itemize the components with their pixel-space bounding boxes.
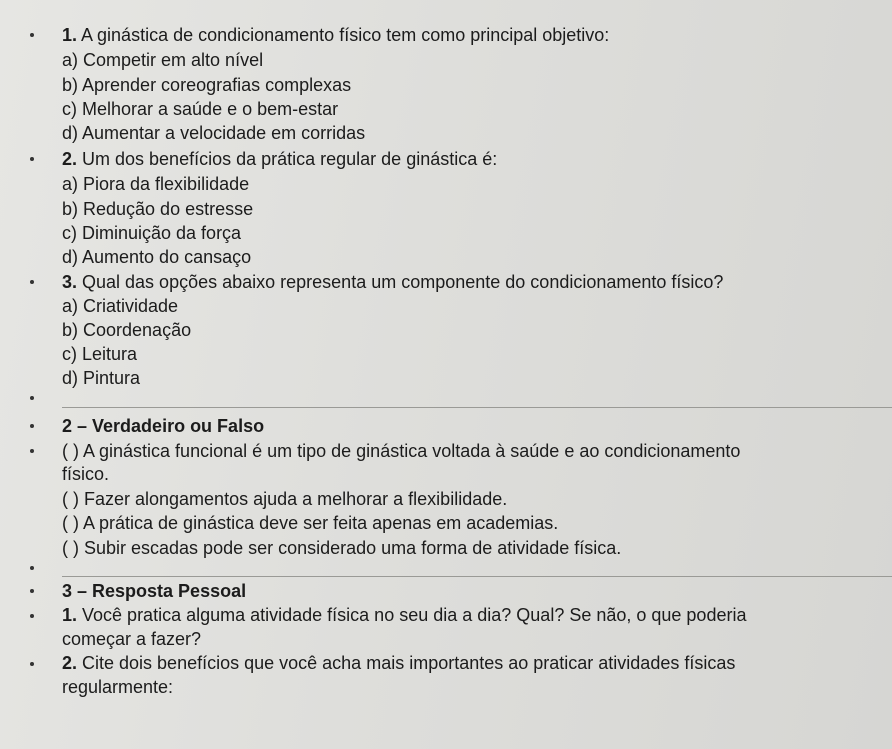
personal-question-1 [62, 604, 746, 626]
section-divider [62, 576, 892, 577]
option-b: b) Coordenação [62, 320, 192, 340]
true-false-item-continued: físico. [62, 464, 110, 484]
question-number: 3. [62, 272, 78, 292]
true-false-item: ( ) A ginástica funcional é um tipo de ginástica voltada à saúde e ao condicionamento [62, 441, 741, 461]
question-text: Você pratica alguma atividade física no seu dia a dia? Qual? Se não, o que poderia [77, 605, 747, 625]
option-b: b) Redução do estresse [62, 199, 254, 219]
question-text: Um dos benefícios da prática regular de ginástica é: [77, 149, 498, 169]
list-bullet [30, 157, 34, 161]
true-false-item: ( ) A prática de ginástica deve ser feita apenas em academias. [62, 513, 559, 533]
list-bullet [30, 280, 34, 284]
question-2 [62, 148, 497, 170]
question-text: Cite dois benefícios que você acha mais importantes ao praticar atividades físicas [77, 653, 736, 673]
option-c: c) Leitura [62, 344, 138, 364]
list-bullet [30, 449, 34, 453]
question-number: 1. [62, 605, 78, 625]
true-false-item: ( ) Subir escadas pode ser considerado uma forma de atividade física. [62, 538, 622, 558]
list-bullet [30, 33, 34, 37]
personal-question-2-continued: regularmente: [62, 677, 174, 697]
list-bullet [30, 614, 34, 618]
option-d: d) Pintura [62, 368, 141, 388]
question-text: Qual das opções abaixo representa um componente do condicionamento físico? [77, 272, 724, 292]
section-divider [62, 407, 892, 408]
question-number: 2. [62, 149, 78, 169]
list-bullet [30, 396, 34, 400]
personal-question-1-continued: começar a fazer? [62, 629, 202, 649]
option-a: a) Piora da flexibilidade [62, 174, 250, 194]
list-bullet [30, 589, 34, 593]
option-a: a) Criatividade [62, 296, 179, 316]
list-bullet [30, 424, 34, 428]
list-bullet [30, 566, 34, 570]
question-number: 2. [62, 653, 78, 673]
question-text: A ginástica de condicionamento físico tem como principal objetivo: [77, 25, 610, 45]
option-d: d) Aumento do cansaço [62, 247, 252, 267]
section-3-title: 3 – Resposta Pessoal [62, 581, 247, 601]
option-a: a) Competir em alto nível [62, 50, 264, 70]
option-d: d) Aumentar a velocidade em corridas [62, 123, 366, 143]
true-false-item: ( ) Fazer alongamentos ajuda a melhorar a flexibilidade. [62, 489, 508, 509]
list-bullet [30, 662, 34, 666]
question-3 [62, 271, 723, 293]
option-c: c) Melhorar a saúde e o bem-estar [62, 99, 339, 119]
section-2-title: 2 – Verdadeiro ou Falso [62, 416, 265, 436]
option-c: c) Diminuição da força [62, 223, 242, 243]
question-number: 1. [62, 25, 78, 45]
personal-question-2 [62, 652, 735, 674]
option-b: b) Aprender coreografias complexas [62, 75, 352, 95]
question-1 [62, 24, 609, 46]
